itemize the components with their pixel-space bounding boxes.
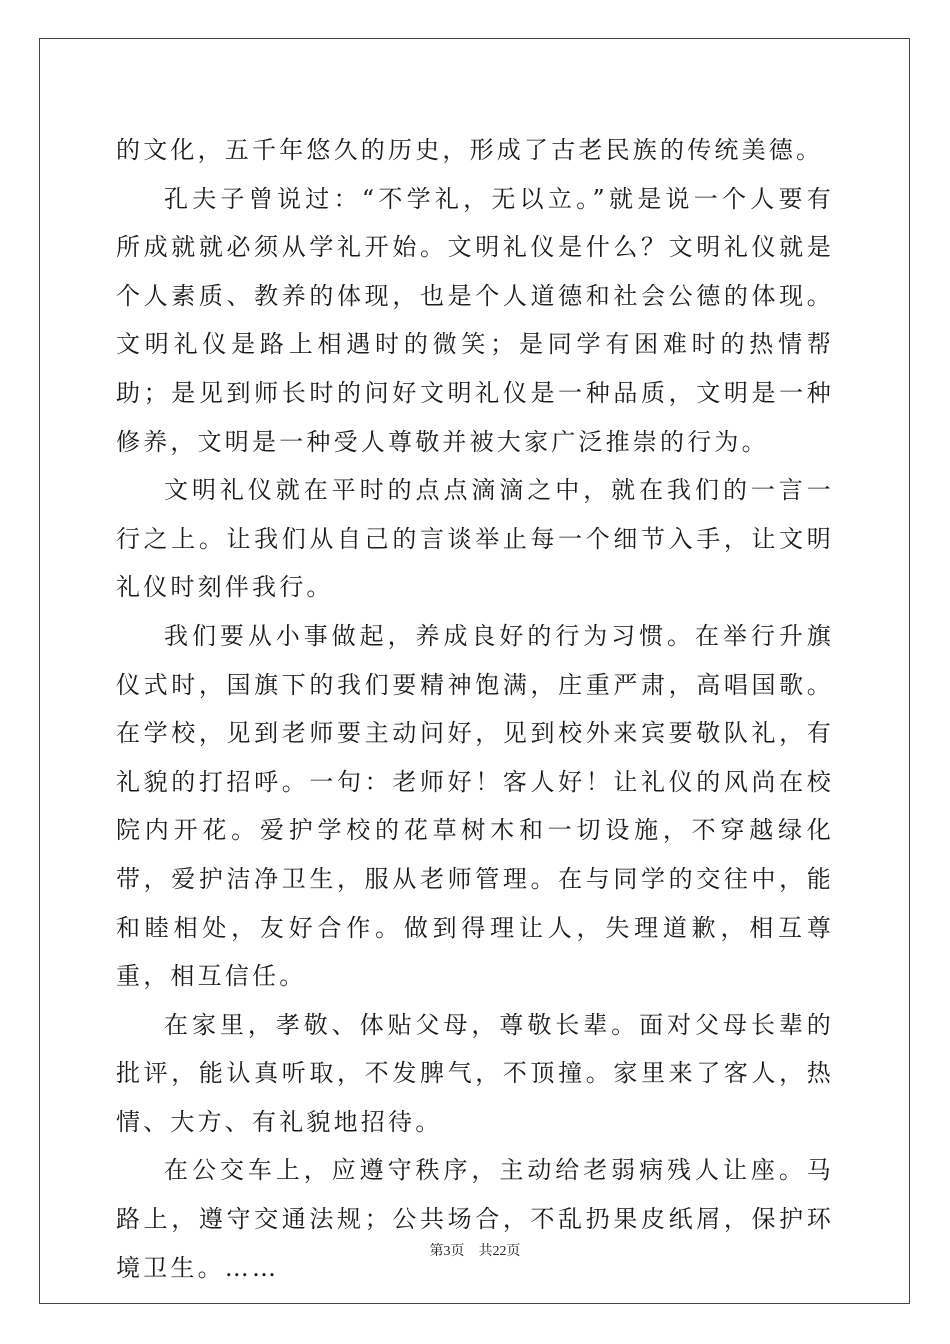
paragraph-confucius-quote: 孔夫子曾说过：“不学礼，无以立。”就是说一个人要有所成就就必须从学礼开始。文明礼仪是什么？文明礼仪就是个人素质、教养的体现，也是个人道德和社会公德的体现。文明礼仪是路上相遇时的微笑；是同学有困难时的热情帮助；是见到师长时的问好文明礼仪是一种品质，文明是一种修养，文明是一种受人尊敬并被大家广泛推崇的行为。 [116, 184, 834, 456]
paragraph-school-behavior: 我们要从小事做起，养成良好的行为习惯。在举行升旗仪式时，国旗下的我们要精神饱满，庄重严肃，高唱国歌。在学校，见到老师要主动问好，见到校外来宾要敬队礼，有礼貌的打招呼。一句：老师好！客人好！让礼仪的风尚在校院内开花。爱护学校的花草树木和一切设施，不穿越绿化带，爱护洁净卫生，服从老师管理。在与同学的交往中，能和睦相处，友好合作。做到得理让人，失理道歉，相互尊重，相互信任。 [116, 621, 834, 991]
document-body [116, 126, 834, 1292]
paragraph-continuation: 的文化，五千年悠久的历史，形成了古老民族的传统美德。 [116, 136, 824, 164]
paragraph-daily-etiquette: 文明礼仪就在平时的点点滴滴之中，就在我们的一言一行之上。让我们从自己的言谈举止每一个细节入手，让文明礼仪时刻伴我行。 [116, 476, 834, 602]
paragraph-public-behavior: 在公交车上，应遵守秩序，主动给老弱病残人让座。马路上，遵守交通法规；公共场合，不乱扔果皮纸屑，保护环境卫生。…… [116, 1156, 834, 1282]
page-number-footer: 第3页 共22页 [429, 1244, 521, 1259]
paragraph-home-behavior: 在家里，孝敬、体贴父母，尊敬长辈。面对父母长辈的批评，能认真听取，不发脾气，不顶撞。家里来了客人，热情、大方、有礼貌地招待。 [116, 1010, 834, 1136]
